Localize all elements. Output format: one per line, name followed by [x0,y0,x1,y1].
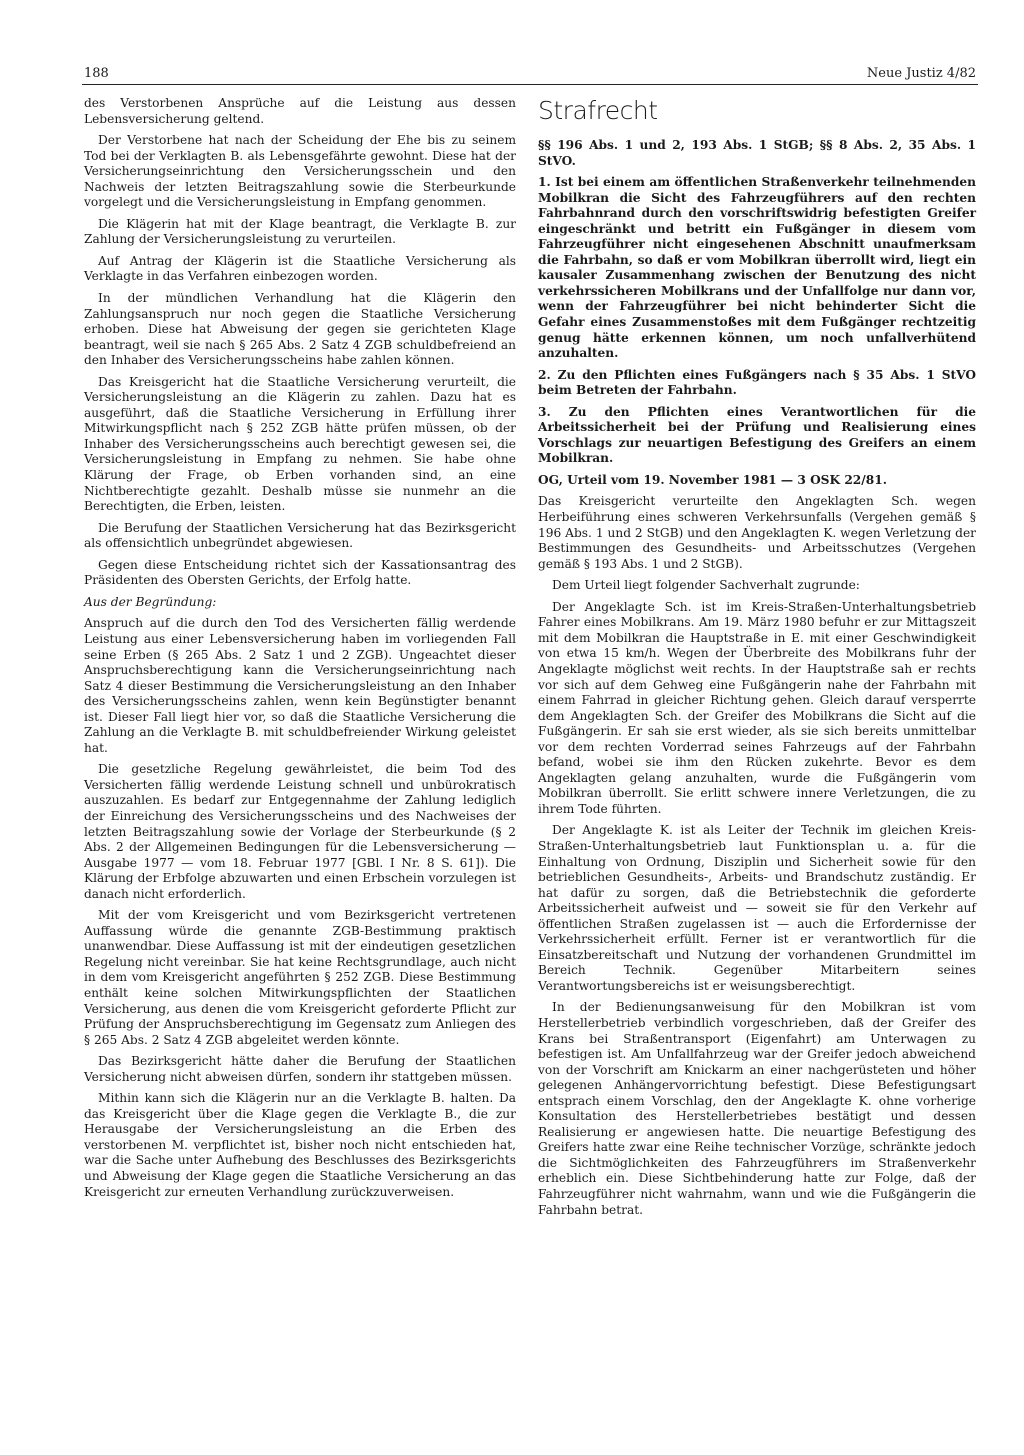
case-citation: OG, Urteil vom 19. November 1981 — 3 OSK 22/81. [538,472,887,487]
paragraph: Die Berufung der Staatlichen Versicherung hat das Bezirksgericht als offensichtlich unbegründet abgewiesen. [84,520,516,551]
page-number: 188 [84,66,109,81]
paragraph: Mit der vom Kreisgericht und vom Bezirksgericht vertretenen Auffassung würde die genannte ZGB-Bestimmung praktisch unanwendbar. Diese Auffassung ist mit der eindeutigen gesetzlichen Regelung nicht vereinbar. Sie hat keine Rechtsgrundlage, auch nicht in dem vom Kreisgericht angeführten § 252 ZGB. Diese Bestimmung enthält keine solchen Mitwirkungspflichten der Staatlichen Versicherung, aus denen die vom Kreisgericht geforderte Pflicht zur Prüfung der Anspruchsberechtigung im Gegensatz zum Anliegen des § 265 Abs. 2 Satz 4 ZGB abgeleitet werden könnte. [84,908,516,1047]
paragraph: In der Bedienungsanweisung für den Mobilkran ist vom Herstellerbetrieb verbindlich vorgeschrieben, daß der Greifer des Krans bei Straßentransport (Eigenfahrt) am Unterwagen zu befestigen ist. Am Unfallfahrzeug war der Greifer jedoch abweichend von der Vorschrift am Knickarm an einer nachgerüsteten und höher gelegenen Anhängervorrichtung befestigt. Diese Befestigungsart entsprach einem Vorschlag, den der Angeklagte K. ohne vorherige Konsultation des Herstellerbetriebes bestätigt und dessen Realisierung er angewiesen hatte. Die neuartige Befestigung des Greifers hatte zwar eine Reihe technischer Vorzüge, schränkte jedoch die Sichtmöglichkeiten des Fahrzeugführers im Straßenverkehr erheblich ein. Diese Sichtbehinderung hatte zur Folge, daß der Fahrzeugführer nicht wahrnahm, wann und wie die Fußgängerin die Fahrbahn betrat. [538,1000,976,1217]
left-column [84,96,516,1206]
paragraph: Das Kreisgericht verurteilte den Angeklagten Sch. wegen Herbeiführung eines schweren Verkehrsunfalls (Vergehen gemäß § 196 Abs. 1 und 2 StGB) und den Angeklagten K. wegen Verletzung der Bestimmungen des Gesundheits- und Arbeitsschutzes (Vergehen gemäß § 193 Abs. 1 und 2 StGB). [538,494,976,571]
paragraph: In der mündlichen Verhandlung hat die Klägerin den Zahlungsanspruch nur noch gegen die Staatliche Versicherung erhoben. Diese hat Abweisung der gegen sie gerichteten Klage beantragt, weil sie nach § 265 Abs. 2 Satz 4 ZGB schuldbefreiend an den Inhaber des Versicherungsscheins habe zahlen können. [84,291,516,368]
reasoning-heading: Aus der Begründung: [84,594,217,609]
paragraph: Die Klägerin hat mit der Klage beantragt, die Verklagte B. zur Zahlung der Versicherungsleistung zu verurteilen. [84,216,516,247]
headnote: 2. Zu den Pflichten eines Fußgängers nach § 35 Abs. 1 StVO beim Betreten der Fahrbahn. [538,367,976,398]
header-rule [82,84,978,85]
cited-norms: §§ 196 Abs. 1 und 2, 193 Abs. 1 StGB; §§ 8 Abs. 2, 35 Abs. 1 StVO. [538,138,976,168]
paragraph: Der Angeklagte Sch. ist im Kreis-Straßen-Unterhaltungsbetrieb Fahrer eines Mobilkrans. Am 19. März 1980 befuhr er zur Mittagszeit mit dem Mobilkran die Hauptstraße in E. mit einer Geschwindigkeit von etwa 15 km/h. Wegen der Überbreite des Mobilkrans fuhr der Angeklagte möglichst weit rechts. In der Hauptstraße sah er rechts vor sich auf dem Gehweg eine Fußgängerin nahe der Fahrbahn mit einem Fahrrad in gleicher Richtung gehen. Gleich darauf versperrte dem Angeklagten Sch. der Greifer des Mobilkrans die Sicht auf die Fußgängerin. Er sah sie erst wieder, als sie sich bereits unmittelbar vor dem rechten Vorderrad seines Fahrzeugs auf der Fahrbahn befand, wobei sie ihm den Rücken zukehrte. Bevor es dem Angeklagten gelang anzuhalten, wurde die Fußgängerin vom Mobilkran überrollt. Sie erlitt schwere innere Verletzungen, die zu ihrem Tode führten. [538,599,976,816]
paragraph: Dem Urteil liegt folgender Sachverhalt zugrunde: [552,578,860,593]
paragraph: Der Angeklagte K. ist als Leiter der Technik im gleichen Kreis-Straßen-Unterhaltungsbetrieb laut Funktionsplan u. a. für die Einhaltung von Ordnung, Disziplin und Sicherheit sowie für den betrieblichen Gesundheits-, Arbeits- und Brandschutz zuständig. Er hat dafür zu sorgen, daß die Betriebstechnik die geforderte Arbeitssicherheit aufweist und — soweit sie für den Verkehr auf öffentlichen Straßen zugelassen ist — auch die Erfordernisse der Verkehrssicherheit erfüllt. Ferner ist er verantwortlich für die Einsatzbereitschaft und Nutzung der vorhandenen Grundmittel im Bereich Technik. Gegenüber Mitarbeitern seines Verantwortungsbereichs ist er weisungsberechtigt. [538,823,976,993]
right-column [538,96,976,1224]
paragraph: Die gesetzliche Regelung gewährleistet, die beim Tod des Versicherten fällig werdende Leistung schnell und unbürokratisch auszuzahlen. Es bedarf zur Entgegennahme der Zahlung lediglich der Einreichung des Versicherungsscheins und des Nachweises der letzten Beitragszahlung sowie der Vorlage der Sterbeurkunde (§ 2 Abs. 2 der Allgemeinen Bedingungen für die Lebensversicherung — Ausgabe 1977 — vom 18. Februar 1977 [GBl. I Nr. 8 S. 61]). Die Klärung der Erbfolge abzuwarten und einen Erbschein vorzulegen ist danach nicht erforderlich. [84,762,516,901]
headnote: 3. Zu den Pflichten eines Verantwortlichen für die Arbeitssicherheit bei der Prüfung und Realisierung eines Vorschlags zur neuartigen Befestigung des Greifers an einem Mobilkran. [538,404,976,466]
paragraph: Mithin kann sich die Klägerin nur an die Verklagte B. halten. Da das Kreisgericht über die Klage gegen die Verklagte B., die zur Herausgabe der Versicherungsleistung an die Erben des verstorbenen M. verpflichtet ist, bisher noch nicht entschieden hat, war die Sache unter Aufhebung des Beschlusses des Bezirksgerichts und Abweisung der Klage gegen die Staatliche Versicherung an das Kreisgericht zur erneuten Verhandlung zurückzuverweisen. [84,1091,516,1199]
paragraph: Gegen diese Entscheidung richtet sich der Kassationsantrag des Präsidenten des Obersten Gerichts, der Erfolg hatte. [84,557,516,588]
paragraph: des Verstorbenen Ansprüche auf die Leistung aus dessen Lebensversicherung geltend. [84,96,516,126]
paragraph: Anspruch auf die durch den Tod des Versicherten fällig werdende Leistung aus einer Lebensversicherung haben im vorliegenden Fall seine Erben (§ 265 Abs. 2 Satz 1 und 2 ZGB). Ungeachtet dieser Anspruchsberechtigung kann die Versicherungseinrichtung nach Satz 4 dieser Bestimmung die Versicherungsleistung an den Inhaber des Versicherungsscheins zahlen, wenn kein Begünstigter benannt ist. Dieser Fall liegt hier vor, so daß die Staatliche Versicherung die Zahlung an die Verklagte B. mit schuldbefreiender Wirkung geleistet hat. [84,616,516,755]
paragraph: Auf Antrag der Klägerin ist die Staatliche Versicherung als Verklagte in das Verfahren einbezogen worden. [84,253,516,284]
headnote: 1. Ist bei einem am öffentlichen Straßenverkehr teilnehmenden Mobilkran die Sicht des Fahrzeugführers auf den rechten Fahrbahnrand durch den vorschriftswidrig befestigten Greifer eingeschränkt und betritt ein Fußgänger in diesem vom Fahrzeugführer nicht eingesehenen Abschnitt unaufmerksam die Fahrbahn, so daß er vom Mobilkran überrollt wird, liegt ein kausaler Zusammenhang zwischen der Benutzung des nicht verkehrssicheren Mobilkrans und der Unfallfolge nur dann vor, wenn der Fahrzeugführer bei nicht behinderter Sicht die Gefahr eines Zusammenstoßes mit dem Fußgänger rechtzeitig genug hätte erkennen können, um noch unfallverhütend anzuhalten. [538,175,976,361]
paragraph: Das Kreisgericht hat die Staatliche Versicherung verurteilt, die Versicherungsleistung an die Klägerin zu zahlen. Dazu hat es ausgeführt, daß die Staatliche Versicherung in Erfüllung ihrer Mitwirkungspflicht nach § 252 ZGB hätte prüfen müssen, ob der Inhaber des Versicherungsscheins auch berechtigt gewesen sei, die Versicherungsleistung in Empfang zu nehmen. Sie habe ohne Klärung der Frage, ob Erben vorhanden sind, an eine Nichtberechtigte gezahlt. Deshalb müsse sie nunmehr an die Berechtigten, die Erben, leisten. [84,374,516,514]
journal-issue: Neue Justiz 4/82 [866,66,976,81]
paragraph: Das Bezirksgericht hätte daher die Berufung der Staatlichen Versicherung nicht abweisen dürfen, sondern ihr stattgeben müssen. [84,1054,516,1084]
section-title: Strafrecht [538,96,658,125]
paragraph: Der Verstorbene hat nach der Scheidung der Ehe bis zu seinem Tod bei der Verklagten B. als Lebensgefährte gewohnt. Diese hat der Versicherungseinrichtung den Versicherungsschein und den Nachweis der letzten Beitragszahlung sowie die Sterbeurkunde vorgelegt und die Versicherungsleistung in Empfang genommen. [84,133,516,210]
